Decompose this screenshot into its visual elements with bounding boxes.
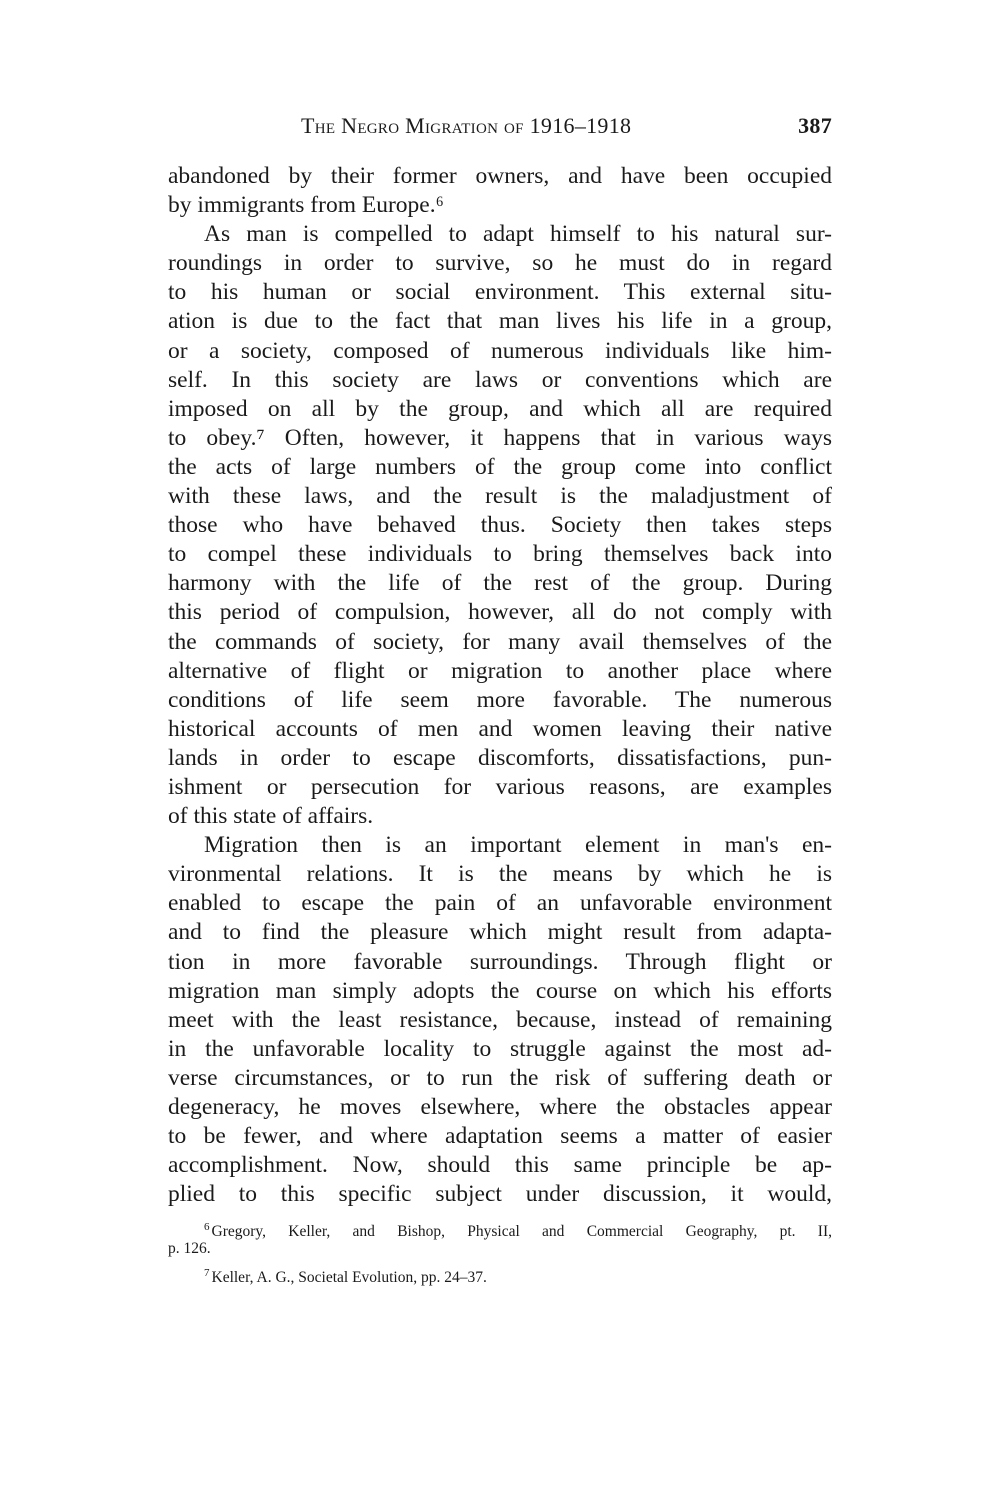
text-line: As man is compelled to adapt himself to his natural sur- xyxy=(204,221,832,248)
footnote-7 xyxy=(168,1263,832,1287)
text-line: meet with the least resistance, because, instead of remaining xyxy=(168,1006,832,1033)
text-line: in the unfavorable locality to struggle against the most ad- xyxy=(168,1035,832,1062)
text-line: alternative of flight or migration to another place where xyxy=(168,657,832,684)
text-line: accomplishment. Now, should this same principle be ap- xyxy=(168,1152,832,1179)
running-title: The Negro Migration of 1916–1918 xyxy=(301,113,632,138)
text-line: enabled to escape the pain of an unfavorable environment xyxy=(168,890,832,917)
text-line: with these laws, and the result is the maladjustment of xyxy=(168,483,832,510)
text-line: roundings in order to survive, so he must do in regard xyxy=(168,250,832,277)
text-line: verse circumstances, or to run the risk of suffering death or xyxy=(168,1064,832,1091)
body-text xyxy=(168,162,832,1209)
text-line: harmony with the life of the rest of the group. During xyxy=(168,570,832,597)
text-line: to be fewer, and where adaptation seems a matter of easier xyxy=(168,1123,832,1150)
text-line: tion in more favorable surroundings. Through flight or xyxy=(168,948,832,975)
text-line: to his human or social environment. This external situ- xyxy=(168,279,832,306)
footnote-text: Keller, A. G., Societal Evolution, pp. 24–37. xyxy=(211,1269,487,1287)
running-head xyxy=(168,108,832,148)
text-line: to compel these individuals to bring themselves back into xyxy=(168,541,832,568)
text-line: ishment or persecution for various reasons, are examples xyxy=(168,773,832,800)
text-line: migration man simply adopts the course on which his efforts xyxy=(168,977,832,1004)
text-line: by immigrants from Europe.⁶ xyxy=(168,192,444,219)
text-line: vironmental relations. It is the means by which he is xyxy=(168,861,832,888)
footnote-6-continuation: p. 126. xyxy=(168,1240,211,1258)
text-line: to obey.⁷ Often, however, it happens that in various ways xyxy=(168,424,832,451)
text-line: lands in order to escape discomforts, dissatisfactions, pun- xyxy=(168,744,832,771)
text-line: those who have behaved thus. Society then takes steps xyxy=(168,512,832,539)
footnote-marker: 6 xyxy=(204,1221,210,1234)
book-page xyxy=(168,108,832,1287)
footnote-marker: 7 xyxy=(204,1267,210,1280)
text-line: degeneracy, he moves elsewhere, where the obstacles appear xyxy=(168,1094,832,1120)
text-line: imposed on all by the group, and which all are required xyxy=(168,395,832,422)
footnote-6 xyxy=(168,1217,832,1241)
text-line: plied to this specific subject under discussion, it would, xyxy=(168,1181,832,1208)
text-line: or a society, composed of numerous individuals like him- xyxy=(168,337,832,364)
page-number: 387 xyxy=(798,113,832,138)
text-line: and to find the pleasure which might result from adapta- xyxy=(168,919,832,946)
text-line: abandoned by their former owners, and have been occupied xyxy=(168,163,832,189)
text-line: Migration then is an important element in man's en- xyxy=(204,832,832,859)
text-line: historical accounts of men and women leaving their native xyxy=(168,715,832,742)
text-line: this period of compulsion, however, all do not comply with xyxy=(168,599,832,626)
text-line: ation is due to the fact that man lives his life in a group, xyxy=(168,308,832,335)
text-line: the commands of society, for many avail themselves of the xyxy=(168,628,832,655)
text-line: of this state of affairs. xyxy=(168,803,374,830)
text-line: conditions of life seem more favorable. The numerous xyxy=(168,686,832,713)
footnote-text: Gregory, Keller, and Bishop, Physical and Commercial Geography, pt. II, xyxy=(211,1223,832,1241)
text-line: self. In this society are laws or conventions which are xyxy=(168,366,832,393)
footnotes xyxy=(168,1217,832,1287)
text-line: the acts of large numbers of the group come into conflict xyxy=(168,453,832,480)
